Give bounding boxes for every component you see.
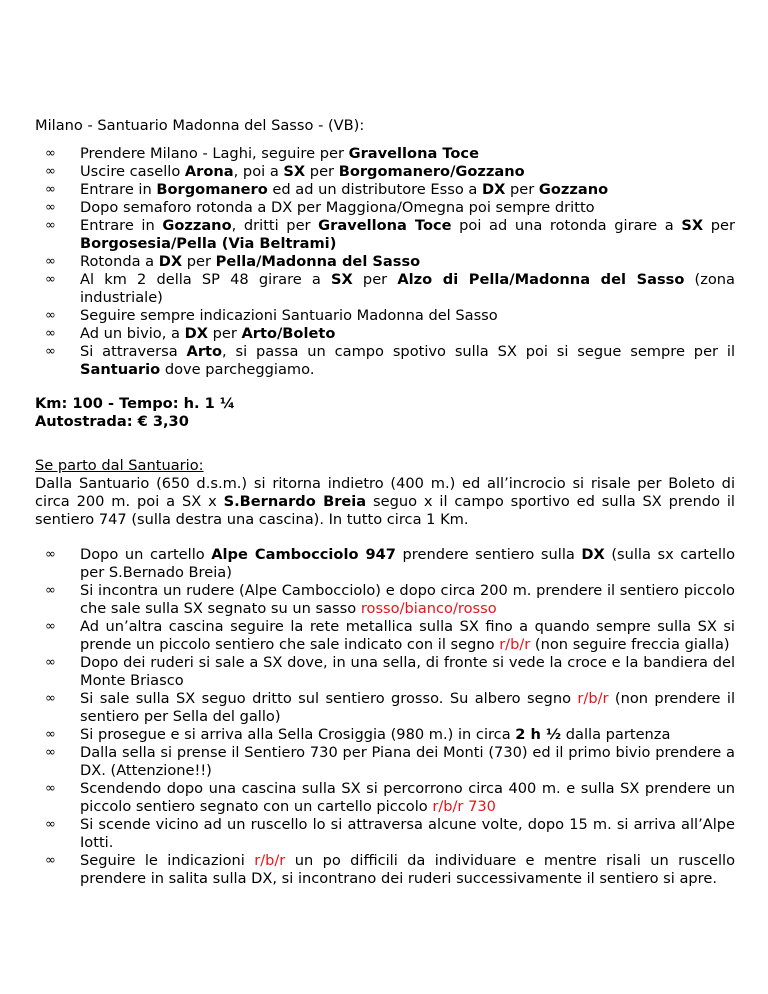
hike-step [35,582,735,618]
text-run: Dopo semaforo rotonda a DX per Maggiona/Omegna poi sempre dritto [80,199,595,216]
text-run: per [703,217,735,234]
trail-marker-text: r/b/r 730 [432,798,496,815]
emphasis-text: DX [158,253,183,270]
emphasis-text: Alzo di Pella/Madonna del Sasso [397,271,685,288]
infinity-bullet-icon: ∞ [45,547,56,562]
infinity-bullet-icon: ∞ [45,308,56,323]
infinity-bullet-icon: ∞ [45,745,56,760]
route-step [35,199,735,217]
text-run: per [207,325,242,342]
text-run: Uscire casello [80,163,185,180]
emphasis-text: 2 h ½ [515,726,562,743]
infinity-bullet-icon: ∞ [45,182,56,197]
hike-step [35,852,735,888]
text-run: ed ad un distributore Esso a [267,181,483,198]
text-run: Si scende vicino ad un ruscello lo si attraversa alcune volte, dopo 15 m. si arriva all’Alpe Iotti. [80,816,735,851]
text-run: (non seguire freccia gialla) [530,636,730,653]
infinity-bullet-icon: ∞ [45,691,56,706]
hike-step [35,744,735,780]
text-run: Si incontra un rudere (Alpe Cambocciolo) e dopo circa 200 m. prendere il sentiero piccolo che sale sulla SX segnato su un sasso [80,582,735,617]
text-run: Entrare in [80,181,157,198]
hike-step [35,654,735,690]
trail-marker-text: rosso/bianco/rosso [360,600,497,617]
trail-marker-text: r/b/r [499,636,531,653]
text-run: (zona industriale) [80,271,735,306]
infinity-bullet-icon: ∞ [45,254,56,269]
route-step [35,253,735,271]
route-step [35,163,735,181]
text-run: , si passa un campo spotivo sulla SX poi si segue sempre per il [222,343,736,360]
hike-step [35,780,735,816]
route-step [35,343,735,379]
emphasis-text: DX [184,325,208,342]
infinity-bullet-icon: ∞ [45,853,56,868]
trail-marker-text: r/b/r [254,852,286,869]
toll-cost: Autostrada: € 3,30 [35,413,189,430]
text-run: , poi a [233,163,284,180]
text-run: per [505,181,539,198]
infinity-bullet-icon: ∞ [45,781,56,796]
route-steps-list [35,145,735,379]
text-run: poi ad una rotonda girare a [451,217,682,234]
hike-steps-list [35,546,735,888]
emphasis-text: Gozzano [538,181,609,198]
route-step [35,271,735,307]
text-run: per [182,253,216,270]
infinity-bullet-icon: ∞ [45,272,56,287]
infinity-bullet-icon: ∞ [45,619,56,634]
infinity-bullet-icon: ∞ [45,655,56,670]
text-run: Si sale sulla SX seguo dritto sul sentiero grosso. Su albero segno [80,690,578,707]
emphasis-text: SX [283,163,306,180]
text-run: per [305,163,339,180]
text-run: Seguire le indicazioni [80,852,255,869]
infinity-bullet-icon: ∞ [45,817,56,832]
text-run: per [352,271,398,288]
emphasis-text: Borgomanero/Gozzano [338,163,525,180]
hike-step [35,816,735,852]
text-run: dove parcheggiamo. [160,361,315,378]
emphasis-text: Pella/Madonna del Sasso [215,253,421,270]
emphasis-text: Gozzano [162,217,232,234]
text-run: Rotonda a [80,253,159,270]
text-run: Seguire sempre indicazioni Santuario Madonna del Sasso [80,307,498,324]
emphasis-text: Gravellona Toce [318,217,452,234]
text-run: (sulla sx cartello per S.Bernado Breia) [80,546,735,581]
route-step [35,307,735,325]
text-run: Si prosegue e si arriva alla Sella Crosiggia (980 m.) in circa [80,726,516,743]
emphasis-text: S.Bernardo Breia [223,493,367,510]
emphasis-text: Gravellona Toce [348,145,479,162]
text-run: seguo x il campo sportivo ed sulla SX prendo il sentiero 747 (sulla destra una cascina). In tutto circa 1 Km. [35,493,735,528]
text-run: Dalla Santuario (650 d.s.m.) si ritorna indietro (400 m.) ed all’incrocio si risale per Boleto di circa 200 m. poi a SX x [35,475,735,510]
trail-marker-text: r/b/r [577,690,609,707]
route-step [35,145,735,163]
text-run: Entrare in [80,217,163,234]
infinity-bullet-icon: ∞ [45,583,56,598]
hike-step [35,726,735,744]
route-step [35,217,735,253]
text-run: Dopo dei ruderi si sale a SX dove, in una sella, di fronte si vede la croce e la bandiera del Monte Briasco [80,654,735,689]
hike-step [35,618,735,654]
emphasis-text: SX [681,217,704,234]
emphasis-text: Santuario [80,361,161,378]
text-run: Dalla sella si prense il Sentiero 730 per Piana dei Monti (730) ed il primo bivio prendere a DX. (Attenzione!!) [80,744,735,779]
text-run: un po difficili da individuare e mentre risali un ruscello prendere in salita sulla DX, si incontrano dei ruderi successivamente il sentiero si apre. [80,852,735,887]
emphasis-text: Arto [186,343,223,360]
emphasis-text: Arto/Boleto [241,325,336,342]
route-step [35,181,735,199]
hike-step [35,690,735,726]
text-run: Ad un bivio, a [80,325,185,342]
emphasis-text: Arona [184,163,234,180]
emphasis-text: DX [581,546,605,563]
infinity-bullet-icon: ∞ [45,727,56,742]
infinity-bullet-icon: ∞ [45,344,56,359]
document-page [35,117,735,888]
emphasis-text: SX [331,271,353,288]
text-run: (non prendere il sentiero per Sella del gallo) [80,690,736,725]
text-run: Scendendo dopo una cascina sulla SX si percorrono circa 400 m. e sulla SX prendere un piccolo sentiero segnato con un cartello piccolo [80,780,735,815]
hike-section-title: Se parto dal Santuario: [35,457,204,474]
hike-step [35,546,735,582]
text-run: dalla partenza [561,726,671,743]
emphasis-text: Alpe Cambocciolo 947 [211,546,396,563]
infinity-bullet-icon: ∞ [45,200,56,215]
text-run: prendere sentiero sulla [395,546,582,563]
text-run: Si attraversa [80,343,187,360]
text-run: Prendere Milano - Laghi, seguire per [80,145,349,162]
text-run: Dopo un cartello [80,546,212,563]
text-run: Al km 2 della SP 48 girare a [80,271,332,288]
hike-intro-paragraph [35,475,735,529]
trip-distance-time: Km: 100 - Tempo: h. 1 ¼ [35,395,235,412]
text-run: , dritti per [231,217,319,234]
text-run: Ad un’altra cascina seguire la rete metallica sulla SX fino a quando sempre sulla SX si prende un piccolo sentiero che sale indicato con il segno [80,618,735,653]
emphasis-text: DX [482,181,506,198]
route-title: Milano - Santuario Madonna del Sasso - (VB): [35,117,365,134]
infinity-bullet-icon: ∞ [45,218,56,233]
route-step [35,325,735,343]
emphasis-text: Borgosesia/Pella (Via Beltrami) [80,235,337,252]
infinity-bullet-icon: ∞ [45,164,56,179]
infinity-bullet-icon: ∞ [45,326,56,341]
infinity-bullet-icon: ∞ [45,146,56,161]
emphasis-text: Borgomanero [156,181,268,198]
